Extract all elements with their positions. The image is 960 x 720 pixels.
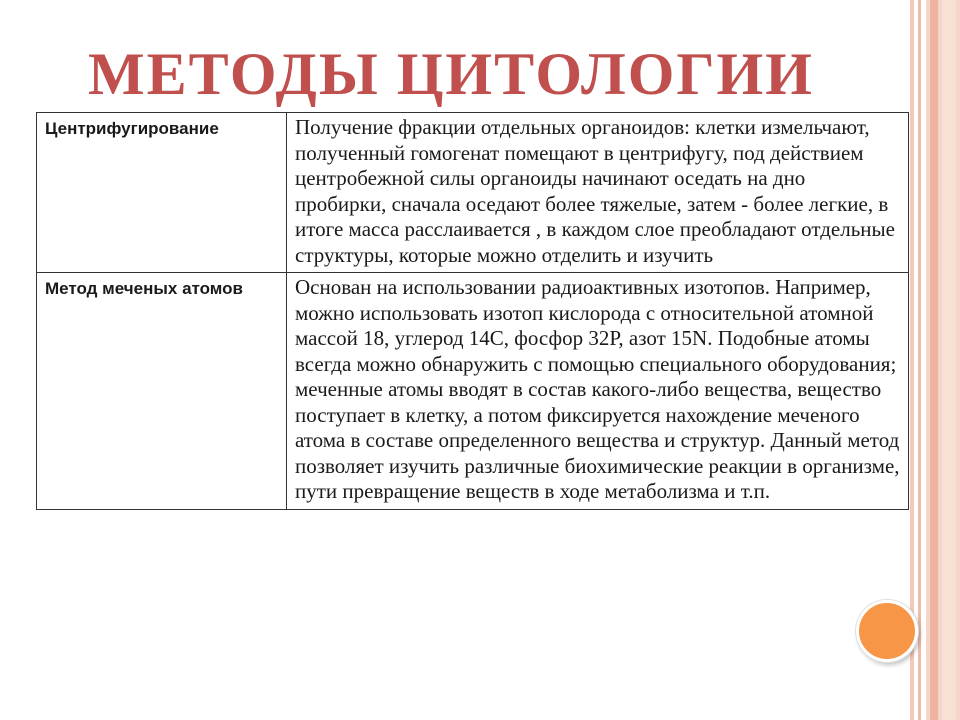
table-row	[37, 113, 909, 273]
methods-table	[36, 112, 909, 510]
decorative-circle	[856, 600, 918, 662]
method-name-cell: Центрифугирование	[37, 113, 287, 273]
slide-title: МЕТОДЫ ЦИТОЛОГИИ	[88, 41, 814, 107]
stripe	[930, 0, 938, 720]
stripe	[942, 0, 956, 720]
method-description-cell: Получение фракции отдельных органоидов: клетки измельчают, полученный гомогенат помещают в центрифугу, под действием центробежной силы органоиды начинают оседать на дно пробирки, сначала оседают более тяжелые, затем - более легкие, в итоге масса расслаивается , в каждом слое преобладают отдельные структуры, которые можно отделить и изучить	[287, 113, 909, 273]
method-name-cell: Метод меченых атомов	[37, 273, 287, 510]
table-row	[37, 273, 909, 510]
decorative-stripes	[910, 0, 960, 720]
method-description-cell: Основан на использовании радиоактивных изотопов. Например, можно использовать изотоп кислорода с относительной атомной массой 18, углерод 14С, фосфор 32Р, азот 15N. Подобные атомы всегда можно обнаружить с помощью специального оборудования; меченные атомы вводят в состав какого-либо вещества, вещество поступает в клетку, а потом фиксируется нахождение меченого атома в составе определенного вещества и структур. Данный метод позволяет изучить различные биохимические реакции в организме, пути превращение веществ в ходе метаболизма и т.п.	[287, 273, 909, 510]
stripe	[918, 0, 921, 720]
